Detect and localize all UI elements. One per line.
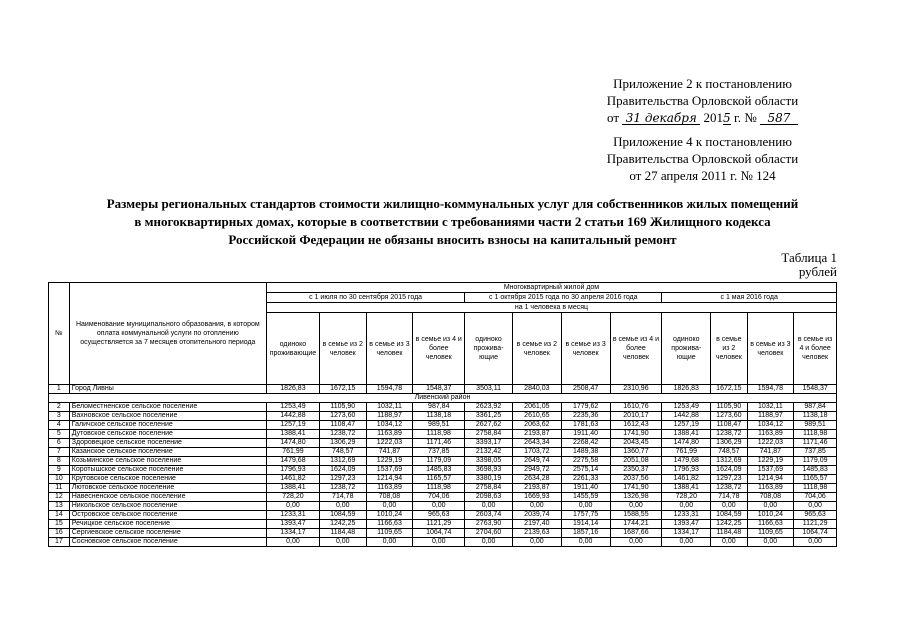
cell-value: 2643,34 — [512, 439, 561, 448]
cell-value: 0,00 — [366, 538, 413, 547]
cell-value: 0,00 — [561, 502, 610, 511]
cell-value: 0,00 — [561, 538, 610, 547]
cell-value: 0,00 — [610, 538, 662, 547]
subcol-header: в семье из 3 человек — [561, 313, 610, 385]
table-row — [49, 511, 837, 520]
cell-value: 1911,40 — [561, 430, 610, 439]
cell-value: 2350,37 — [610, 466, 662, 475]
cell-value: 1184,48 — [319, 529, 366, 538]
row-number: 15 — [49, 520, 70, 529]
cell-value: 1393,47 — [266, 520, 319, 529]
cell-value: 714,78 — [711, 493, 747, 502]
cell-value: 1326,98 — [610, 493, 662, 502]
cell-value: 1171,46 — [794, 439, 837, 448]
cell-value: 1184,48 — [711, 529, 747, 538]
cell-value: 2098,63 — [465, 493, 513, 502]
cell-value: 1796,93 — [662, 466, 711, 475]
cell-value: 0,00 — [662, 538, 711, 547]
cell-value: 0,00 — [465, 538, 513, 547]
cell-value: 1229,19 — [366, 457, 413, 466]
cell-value: 741,87 — [747, 448, 794, 457]
row-name: Казанское сельское поселение — [69, 448, 266, 457]
cell-value: 2704,60 — [465, 529, 513, 538]
cell-value: 704,06 — [794, 493, 837, 502]
col-number-header: № — [49, 283, 70, 385]
cell-value: 1779,62 — [561, 403, 610, 412]
cell-value: 1109,65 — [747, 529, 794, 538]
cell-value: 2758,84 — [465, 430, 513, 439]
row-number: 14 — [49, 511, 70, 520]
row-name: Беломестненское сельское поселение — [69, 403, 266, 412]
cell-value: 0,00 — [319, 502, 366, 511]
cell-value: 1238,72 — [711, 430, 747, 439]
cell-value: 2193,87 — [512, 484, 561, 493]
cell-value: 1105,90 — [711, 403, 747, 412]
cell-value: 2197,40 — [512, 520, 561, 529]
row-number: 5 — [49, 430, 70, 439]
cell-value: 2610,65 — [512, 412, 561, 421]
cell-value: 737,85 — [413, 448, 465, 457]
cell-value: 965,63 — [794, 511, 837, 520]
cell-value: 2310,96 — [610, 385, 662, 394]
row-name: Город Ливны — [69, 385, 266, 394]
row-number: 9 — [49, 466, 70, 475]
appendix2-line2: Правительства Орловской области — [606, 93, 799, 108]
cell-value: 1034,12 — [366, 421, 413, 430]
appendix2-line1: Приложение 2 к постановлению — [613, 76, 792, 91]
cell-value: 1741,90 — [610, 430, 662, 439]
cell-value: 2623,92 — [465, 403, 513, 412]
table-row — [49, 466, 837, 475]
cell-value: 1479,68 — [266, 457, 319, 466]
cell-value: 1334,17 — [266, 529, 319, 538]
cell-value: 0,00 — [747, 538, 794, 547]
cell-value: 2132,42 — [465, 448, 513, 457]
cell-value: 1485,83 — [794, 466, 837, 475]
cell-value: 3698,93 — [465, 466, 513, 475]
cell-value: 0,00 — [662, 502, 711, 511]
cell-value: 0,00 — [512, 502, 561, 511]
cell-value: 1118,98 — [413, 430, 465, 439]
cell-value: 989,51 — [413, 421, 465, 430]
cell-value: 1826,83 — [662, 385, 711, 394]
cell-value: 1624,09 — [711, 466, 747, 475]
cell-value: 2010,17 — [610, 412, 662, 421]
cell-value: 1171,46 — [413, 439, 465, 448]
cell-value: 1253,49 — [662, 403, 711, 412]
cell-value: 2139,63 — [512, 529, 561, 538]
cell-value: 1121,29 — [413, 520, 465, 529]
cell-value: 1105,90 — [319, 403, 366, 412]
table-row — [49, 403, 837, 412]
cell-value: 1064,74 — [413, 529, 465, 538]
cell-value: 714,78 — [319, 493, 366, 502]
cell-value: 1461,82 — [662, 475, 711, 484]
subcol-header: в семье из 3 человек — [747, 313, 794, 385]
row-name: Крутовское сельское поселение — [69, 475, 266, 484]
cell-value: 987,84 — [794, 403, 837, 412]
cell-value: 1238,72 — [319, 484, 366, 493]
cell-value: 708,08 — [366, 493, 413, 502]
cell-value: 1388,41 — [266, 484, 319, 493]
district-row — [49, 394, 837, 403]
cell-value: 3380,19 — [465, 475, 513, 484]
cell-value: 1166,63 — [747, 520, 794, 529]
period-2-header: с 1 октября 2015 года по 30 апреля 2016 года — [465, 293, 662, 303]
cell-value: 1257,19 — [662, 421, 711, 430]
cell-value: 2840,03 — [512, 385, 561, 394]
cell-value: 1388,41 — [662, 430, 711, 439]
cell-value: 3398,05 — [465, 457, 513, 466]
subcol-header: одиноко проживающие — [266, 313, 319, 385]
table-row — [49, 448, 837, 457]
cell-value: 1388,41 — [266, 430, 319, 439]
cell-value: 2758,84 — [465, 484, 513, 493]
table-row — [49, 502, 837, 511]
cell-value: 1238,72 — [711, 484, 747, 493]
cell-value: 1796,93 — [266, 466, 319, 475]
row-number: 13 — [49, 502, 70, 511]
cell-value: 0,00 — [465, 502, 513, 511]
cell-value: 1233,31 — [266, 511, 319, 520]
cell-value: 1138,18 — [413, 412, 465, 421]
cell-value: 1163,89 — [366, 484, 413, 493]
cell-value: 1233,31 — [662, 511, 711, 520]
row-name: Лютовское сельское поселение — [69, 484, 266, 493]
row-number: 4 — [49, 421, 70, 430]
row-number: 3 — [49, 412, 70, 421]
cell-value: 2649,74 — [512, 457, 561, 466]
table-row — [49, 538, 837, 547]
cell-value: 1273,60 — [711, 412, 747, 421]
cell-value: 1010,24 — [747, 511, 794, 520]
cell-value: 1273,60 — [319, 412, 366, 421]
subcol-header: в семье из 4 и более человек — [413, 313, 465, 385]
row-number: 12 — [49, 493, 70, 502]
cell-value: 1610,76 — [610, 403, 662, 412]
cell-value: 1084,59 — [319, 511, 366, 520]
cell-value: 1537,69 — [366, 466, 413, 475]
cell-value: 1118,98 — [794, 484, 837, 493]
cell-value: 1214,94 — [366, 475, 413, 484]
cell-value: 1914,14 — [561, 520, 610, 529]
cell-value: 1672,15 — [319, 385, 366, 394]
cell-value: 748,57 — [319, 448, 366, 457]
row-number: 8 — [49, 457, 70, 466]
appendix4-line1: Приложение 4 к постановлению — [613, 134, 792, 149]
cell-value: 2627,62 — [465, 421, 513, 430]
subcol-header: в семье из 3 человек — [366, 313, 413, 385]
cell-value: 1703,72 — [512, 448, 561, 457]
cell-value: 1222,03 — [747, 439, 794, 448]
row-number: 17 — [49, 538, 70, 547]
cell-value: 1388,41 — [662, 484, 711, 493]
cell-value: 1165,57 — [794, 475, 837, 484]
cell-value: 1179,09 — [794, 457, 837, 466]
cell-value: 965,63 — [413, 511, 465, 520]
cell-value: 1672,15 — [711, 385, 747, 394]
cell-value: 1242,25 — [319, 520, 366, 529]
table-label — [781, 251, 837, 279]
table-row — [49, 457, 837, 466]
row-number: 2 — [49, 403, 70, 412]
cell-value: 1297,23 — [319, 475, 366, 484]
cell-value: 2763,90 — [465, 520, 513, 529]
table-row — [49, 421, 837, 430]
cell-value: 2508,47 — [561, 385, 610, 394]
cell-value: 1084,59 — [711, 511, 747, 520]
row-number: 6 — [49, 439, 70, 448]
row-name: Сосновское сельское поселение — [69, 538, 266, 547]
cell-value: 1474,80 — [266, 439, 319, 448]
subcol-header: в семье из 2 человек — [512, 313, 561, 385]
cell-value: 0,00 — [610, 502, 662, 511]
table-row — [49, 493, 837, 502]
row-number: 16 — [49, 529, 70, 538]
cell-value: 708,08 — [747, 493, 794, 502]
cell-value: 0,00 — [711, 538, 747, 547]
cell-value: 1911,40 — [561, 484, 610, 493]
cell-value: 1537,69 — [747, 466, 794, 475]
cell-value: 1741,90 — [610, 484, 662, 493]
cell-value: 1442,88 — [662, 412, 711, 421]
cell-value: 0,00 — [266, 502, 319, 511]
row-name: Козьминское сельское поселение — [69, 457, 266, 466]
cell-value: 1360,77 — [610, 448, 662, 457]
cell-value: 1222,03 — [366, 439, 413, 448]
cell-value: 0,00 — [413, 538, 465, 547]
row-name: Речицкое сельское поселение — [69, 520, 266, 529]
cell-value: 1548,37 — [413, 385, 465, 394]
handwritten-number: 587 — [760, 112, 798, 125]
cell-value: 2634,28 — [512, 475, 561, 484]
cell-value: 1109,65 — [366, 529, 413, 538]
table-row — [49, 439, 837, 448]
cell-value: 1687,66 — [610, 529, 662, 538]
cell-value: 2268,42 — [561, 439, 610, 448]
cell-value: 1118,98 — [794, 430, 837, 439]
cell-value: 2037,56 — [610, 475, 662, 484]
col-municipality-header: Наименование муниципального образования, в котором оплата коммунальной услуги по отоплению осуществляется за 7 месяцев отопительного периода — [69, 283, 266, 385]
cell-value: 1034,12 — [747, 421, 794, 430]
cell-value: 1064,74 — [794, 529, 837, 538]
apartment-building-header: Многоквартирный жилой дом — [266, 283, 836, 293]
cell-value: 1744,21 — [610, 520, 662, 529]
subcol-header: в семье из 2 человек — [711, 313, 747, 385]
row-name: Дутовское сельское поселение — [69, 430, 266, 439]
cell-value: 2061,05 — [512, 403, 561, 412]
cell-value: 0,00 — [711, 502, 747, 511]
cell-value: 1306,29 — [711, 439, 747, 448]
cell-value: 0,00 — [266, 538, 319, 547]
cell-value: 1229,19 — [747, 457, 794, 466]
cell-value: 2603,74 — [465, 511, 513, 520]
document-title — [50, 195, 855, 249]
cell-value: 1857,16 — [561, 529, 610, 538]
cell-value: 2235,36 — [561, 412, 610, 421]
title-line-3: Российской Федерации не обязаны вносить взносы на капитальный ремонт — [228, 232, 677, 247]
appendix4-line3: от 27 апреля 2011 г. № 124 — [629, 168, 776, 183]
currency-unit: рублей — [798, 264, 837, 279]
cell-value: 1214,94 — [747, 475, 794, 484]
cell-value: 1306,29 — [319, 439, 366, 448]
period-1-header: с 1 июля по 30 сентября 2015 года — [266, 293, 464, 303]
subcol-header: в семье из 4 и более человек — [794, 313, 837, 385]
cell-value: 2051,08 — [610, 457, 662, 466]
cell-value: 0,00 — [366, 502, 413, 511]
cell-value: 1188,97 — [366, 412, 413, 421]
cell-value: 0,00 — [747, 502, 794, 511]
cell-value: 1163,89 — [366, 430, 413, 439]
table-row — [49, 529, 837, 538]
cell-value: 1138,18 — [794, 412, 837, 421]
appendix2-date-line — [560, 110, 845, 126]
cell-value: 1188,97 — [747, 412, 794, 421]
cell-value: 728,20 — [266, 493, 319, 502]
subcol-header: одиноко прожива-ющие — [662, 313, 711, 385]
standards-table — [48, 282, 837, 547]
table-row — [49, 484, 837, 493]
row-name: Вахновское сельское поселение — [69, 412, 266, 421]
handwritten-year-digit: 5 — [723, 111, 731, 125]
handwritten-date: 31 декабря — [622, 112, 700, 125]
cell-value: 741,87 — [366, 448, 413, 457]
appendix4-line2: Правительства Орловской области — [606, 151, 799, 166]
cell-value: 2043,45 — [610, 439, 662, 448]
cell-value: 1257,19 — [266, 421, 319, 430]
cell-value: 1179,09 — [413, 457, 465, 466]
cell-value: 2261,33 — [561, 475, 610, 484]
row-name: Коротышское сельское поселение — [69, 466, 266, 475]
row-name: Островское сельское поселение — [69, 511, 266, 520]
cell-value: 1163,89 — [747, 430, 794, 439]
cell-value: 0,00 — [512, 538, 561, 547]
cell-value: 1242,25 — [711, 520, 747, 529]
cell-value: 748,57 — [711, 448, 747, 457]
cell-value: 1548,37 — [794, 385, 837, 394]
cell-value: 1118,98 — [413, 484, 465, 493]
cell-value: 1166,63 — [366, 520, 413, 529]
cell-value: 1442,88 — [266, 412, 319, 421]
cell-value: 0,00 — [794, 502, 837, 511]
table-number: Таблица 1 — [781, 250, 837, 265]
year-suffix: г. — [733, 110, 742, 125]
cell-value: 3393,17 — [465, 439, 513, 448]
cell-value: 1612,43 — [610, 421, 662, 430]
cell-value: 2275,58 — [561, 457, 610, 466]
row-number: 11 — [49, 484, 70, 493]
cell-value: 3503,11 — [465, 385, 513, 394]
table-row — [49, 520, 837, 529]
cell-value: 1312,69 — [711, 457, 747, 466]
row-name: Здоровецкое сельское поселение — [69, 439, 266, 448]
period-3-header: с 1 мая 2016 года — [662, 293, 837, 303]
table-row — [49, 430, 837, 439]
title-line-2: в многоквартирных домах, которые в соответствии с требованиями части 2 статьи 169 Жилищного кодекса — [134, 214, 771, 229]
cell-value: 1010,24 — [366, 511, 413, 520]
cell-value: 761,99 — [662, 448, 711, 457]
cell-value: 1485,83 — [413, 466, 465, 475]
title-line-1: Размеры региональных стандартов стоимости жилищно-коммунальных услуг для собственников жилых помещений — [106, 196, 799, 211]
cell-value: 1461,82 — [266, 475, 319, 484]
cell-value: 1238,72 — [319, 430, 366, 439]
table-row — [49, 475, 837, 484]
cell-value: 737,85 — [794, 448, 837, 457]
cell-value: 1312,69 — [319, 457, 366, 466]
cell-value: 1165,57 — [413, 475, 465, 484]
cell-value: 1163,89 — [747, 484, 794, 493]
cell-value: 2575,14 — [561, 466, 610, 475]
cell-value: 1032,11 — [747, 403, 794, 412]
cell-value: 0,00 — [319, 538, 366, 547]
cell-value: 1489,38 — [561, 448, 610, 457]
cell-value: 1669,93 — [512, 493, 561, 502]
cell-value: 1479,68 — [662, 457, 711, 466]
row-number: 10 — [49, 475, 70, 484]
cell-value: 1032,11 — [366, 403, 413, 412]
cell-value: 0,00 — [413, 502, 465, 511]
subcol-header: в семье из 4 и более человек — [610, 313, 662, 385]
cell-value: 1781,63 — [561, 421, 610, 430]
table-row — [49, 412, 837, 421]
cell-value: 761,99 — [266, 448, 319, 457]
cell-value: 2063,62 — [512, 421, 561, 430]
cell-value: 1393,47 — [662, 520, 711, 529]
cell-value: 2039,74 — [512, 511, 561, 520]
cell-value: 1108,47 — [711, 421, 747, 430]
cell-value: 1121,29 — [794, 520, 837, 529]
cell-value: 1757,75 — [561, 511, 610, 520]
row-name: Сергиевское сельское поселение — [69, 529, 266, 538]
cell-value: 2193,87 — [512, 430, 561, 439]
cell-value: 987,84 — [413, 403, 465, 412]
per-person-header: на 1 человека в месяц — [266, 303, 836, 313]
cell-value: 1826,83 — [266, 385, 319, 394]
cell-value: 3361,25 — [465, 412, 513, 421]
subcol-header: в семье из 2 человек — [319, 313, 366, 385]
cell-value: 704,06 — [413, 493, 465, 502]
year-printed: 201 — [703, 110, 724, 125]
row-name: Галичское сельское поселение — [69, 421, 266, 430]
cell-value: 1455,59 — [561, 493, 610, 502]
row-name: Никольское сельское поселение — [69, 502, 266, 511]
cell-value: 1624,09 — [319, 466, 366, 475]
row-name: Навесненское сельское поселение — [69, 493, 266, 502]
cell-value: 1588,55 — [610, 511, 662, 520]
cell-value: 0,00 — [794, 538, 837, 547]
cell-value: 1253,49 — [266, 403, 319, 412]
cell-value: 1297,23 — [711, 475, 747, 484]
cell-value: 1474,80 — [662, 439, 711, 448]
row-number: 7 — [49, 448, 70, 457]
cell-value: 989,51 — [794, 421, 837, 430]
table-row-city — [49, 385, 837, 394]
date-prefix: от — [607, 110, 620, 125]
row-number: 1 — [49, 385, 70, 394]
number-prefix: № — [744, 110, 757, 125]
cell-value: 1594,78 — [747, 385, 794, 394]
cell-value: 728,20 — [662, 493, 711, 502]
cell-value: 2949,72 — [512, 466, 561, 475]
cell-value: 1334,17 — [662, 529, 711, 538]
cell-value: 1108,47 — [319, 421, 366, 430]
cell-value: 1594,78 — [366, 385, 413, 394]
subcol-header: одиноко прожива-ющие — [465, 313, 513, 385]
district-name: Ливенский район — [49, 394, 837, 403]
